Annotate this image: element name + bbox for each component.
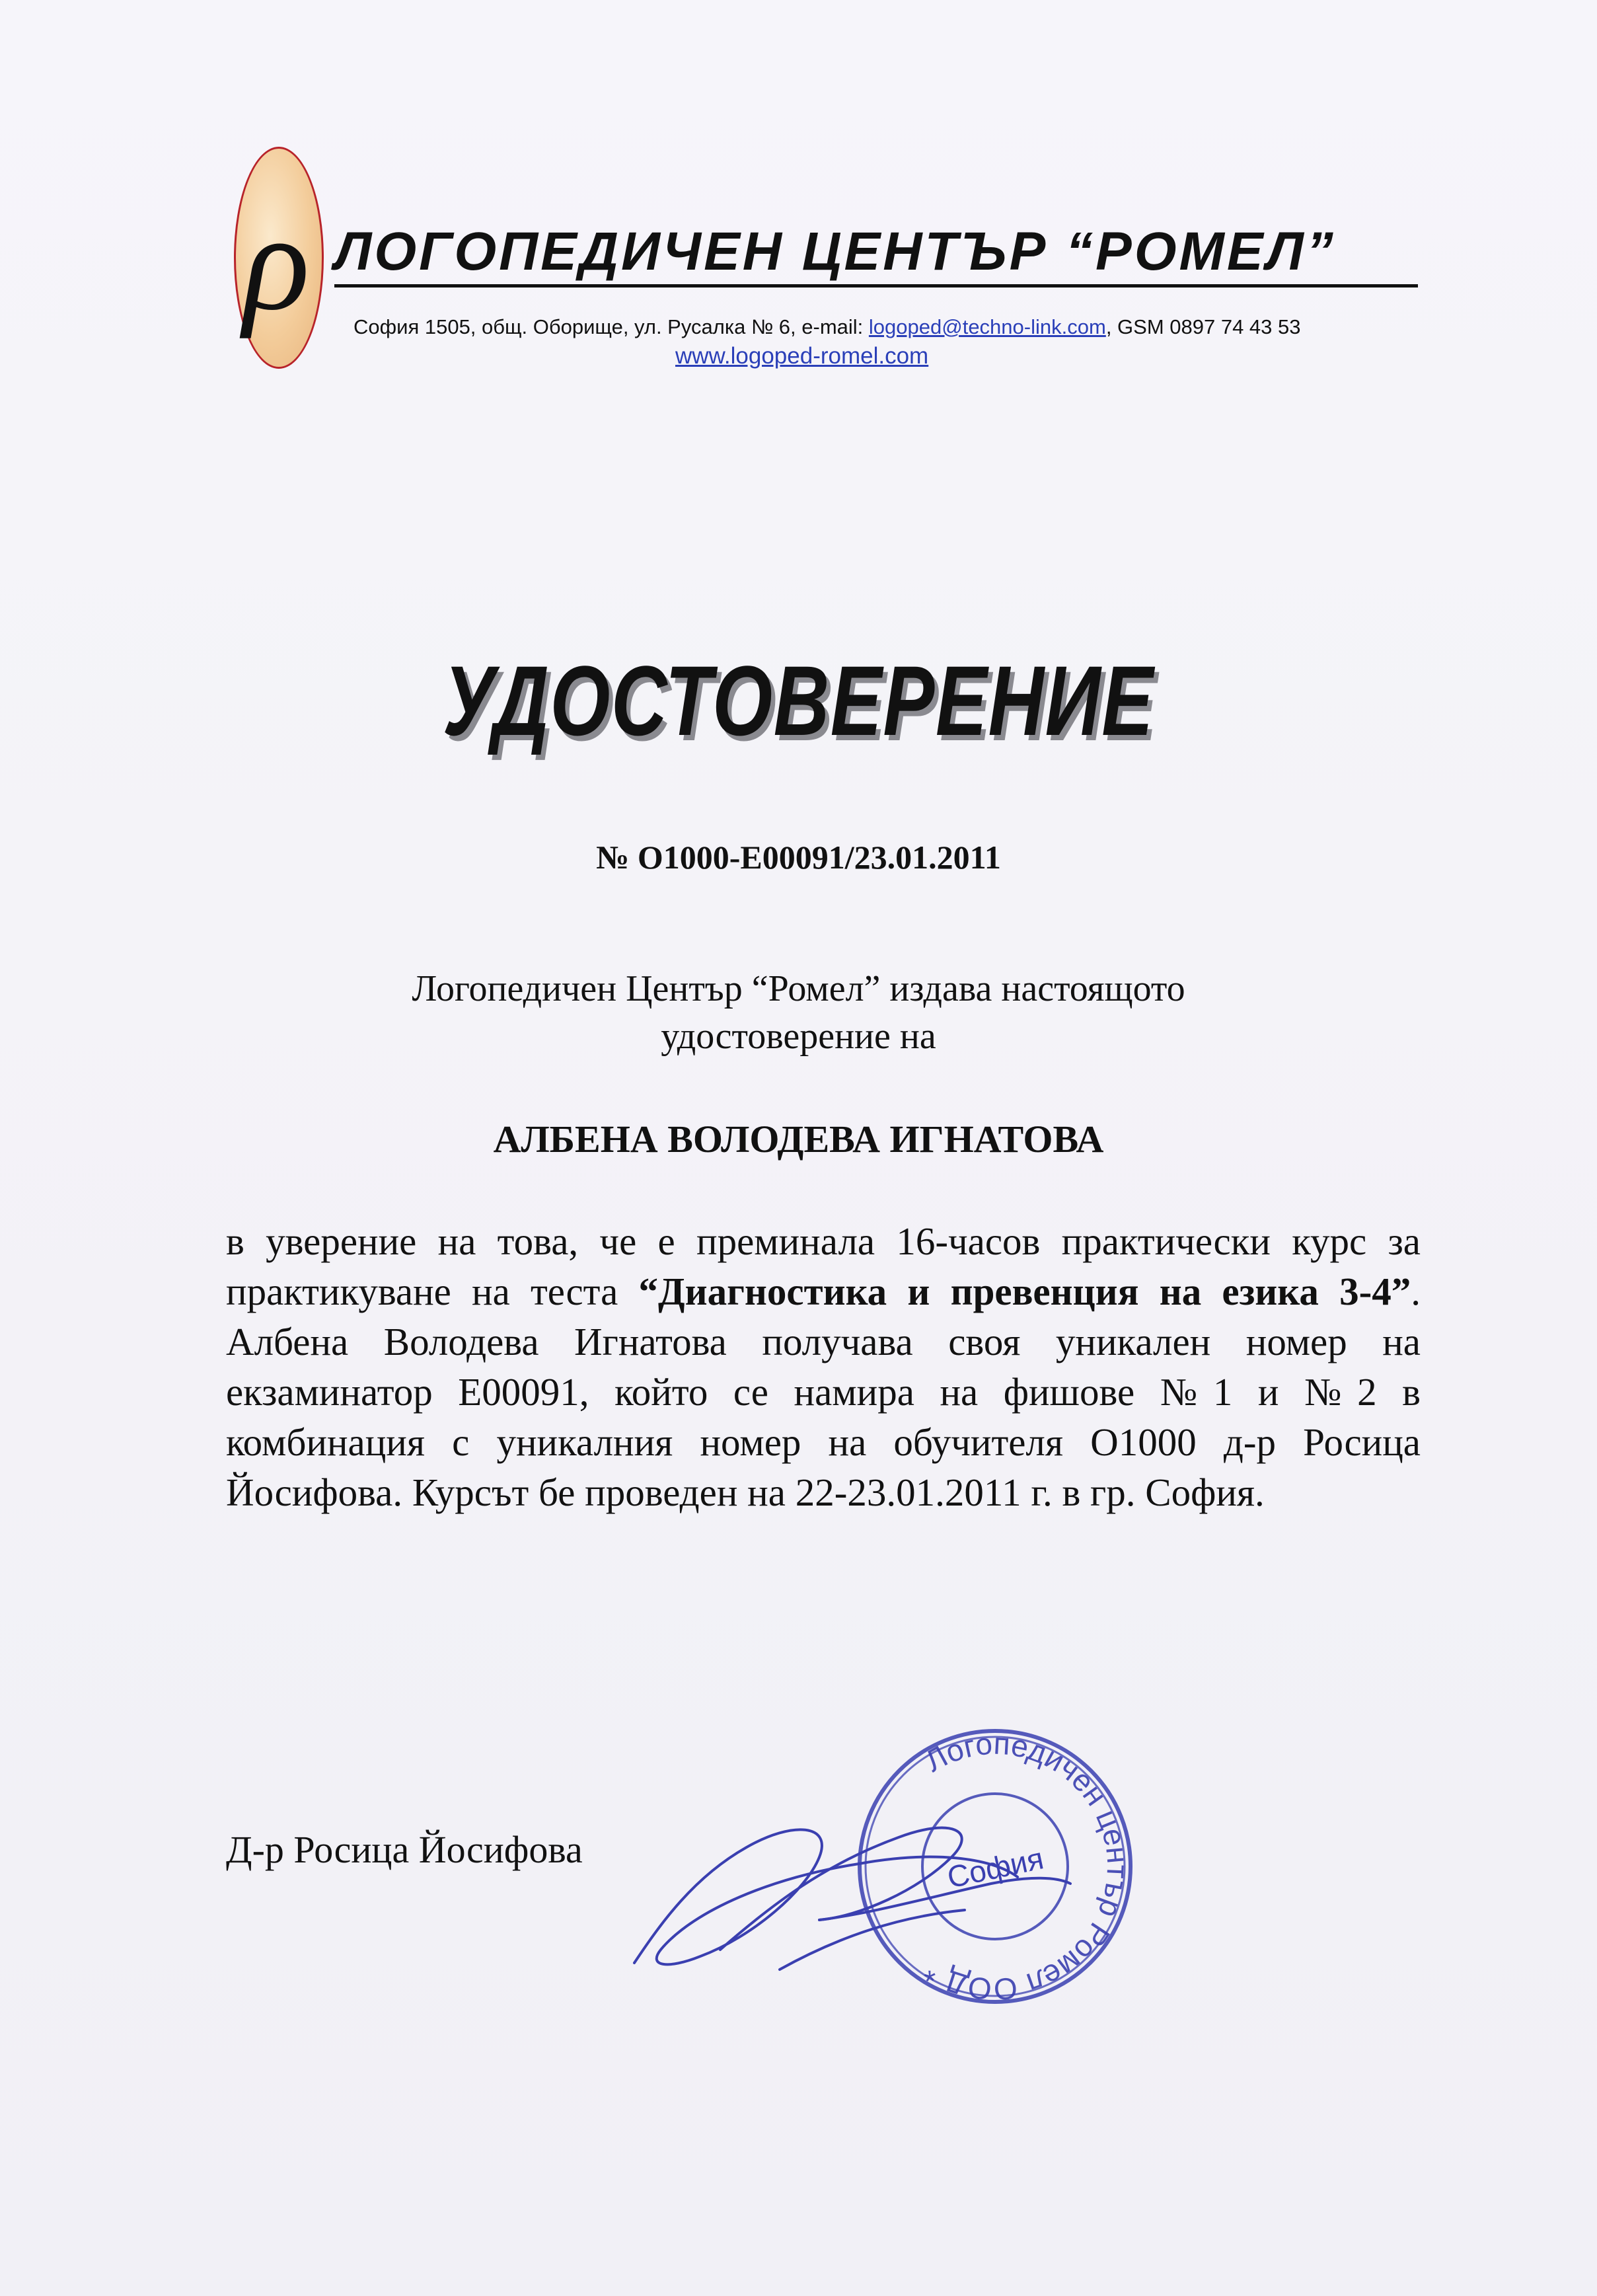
document-number: № О1000-Е00091/23.01.2011	[596, 839, 1001, 876]
intro-line-2: удостоверение на	[661, 1016, 936, 1057]
org-name: ЛОГОПЕДИЧЕН ЦЕНТЪР “РОМЕЛ”	[334, 221, 1336, 282]
document-title: УДОСТОВЕРЕНИЕ	[443, 645, 1154, 756]
email-link[interactable]: logoped@techno-link.com	[868, 315, 1106, 338]
stamp-center-text: София	[944, 1841, 1047, 1895]
body-text-part-2: . Албена Володева Игнатова получава своя уникален номер на екзаминатор Е00091, който се намира на фишове №1 и №2 в комбинация с уникалния номер на обучителя О1000 д-р Росица Йосифова. Курсът бе проведен на 22-23.01.2011 г. в гр. София.	[226, 1270, 1421, 1514]
org-address	[353, 315, 1301, 339]
round-stamp	[850, 1721, 1140, 2012]
signatory-name: Д-р Росица Йосифова	[226, 1828, 583, 1871]
recipient-name: АЛБЕНА ВОЛОДЕВА ИГНАТОВА	[493, 1118, 1104, 1161]
logo-rho-icon: ρ	[243, 186, 310, 339]
address-text: София 1505, общ. Оборище, ул. Русалка № 6, e-mail:	[353, 315, 869, 338]
intro-line-1: Логопедичен Център “Ромел” издава настоящото	[412, 968, 1185, 1009]
org-name-underline	[334, 284, 1418, 287]
course-title: “Диагностика и превенция на езика 3-4”	[638, 1270, 1411, 1313]
body-text-part-1: в уверение на това, че е преминала 16-часов практически курс за практикуване на теста	[226, 1219, 1421, 1313]
intro-text	[0, 965, 1597, 1060]
certificate-body	[226, 1216, 1421, 1517]
phone-text: , GSM 0897 74 43 53	[1105, 315, 1301, 338]
stamp-ring-text: Логопедичен център Ромел ООД *	[918, 1726, 1136, 2007]
website-link[interactable]: www.logoped-romel.com	[675, 343, 929, 369]
